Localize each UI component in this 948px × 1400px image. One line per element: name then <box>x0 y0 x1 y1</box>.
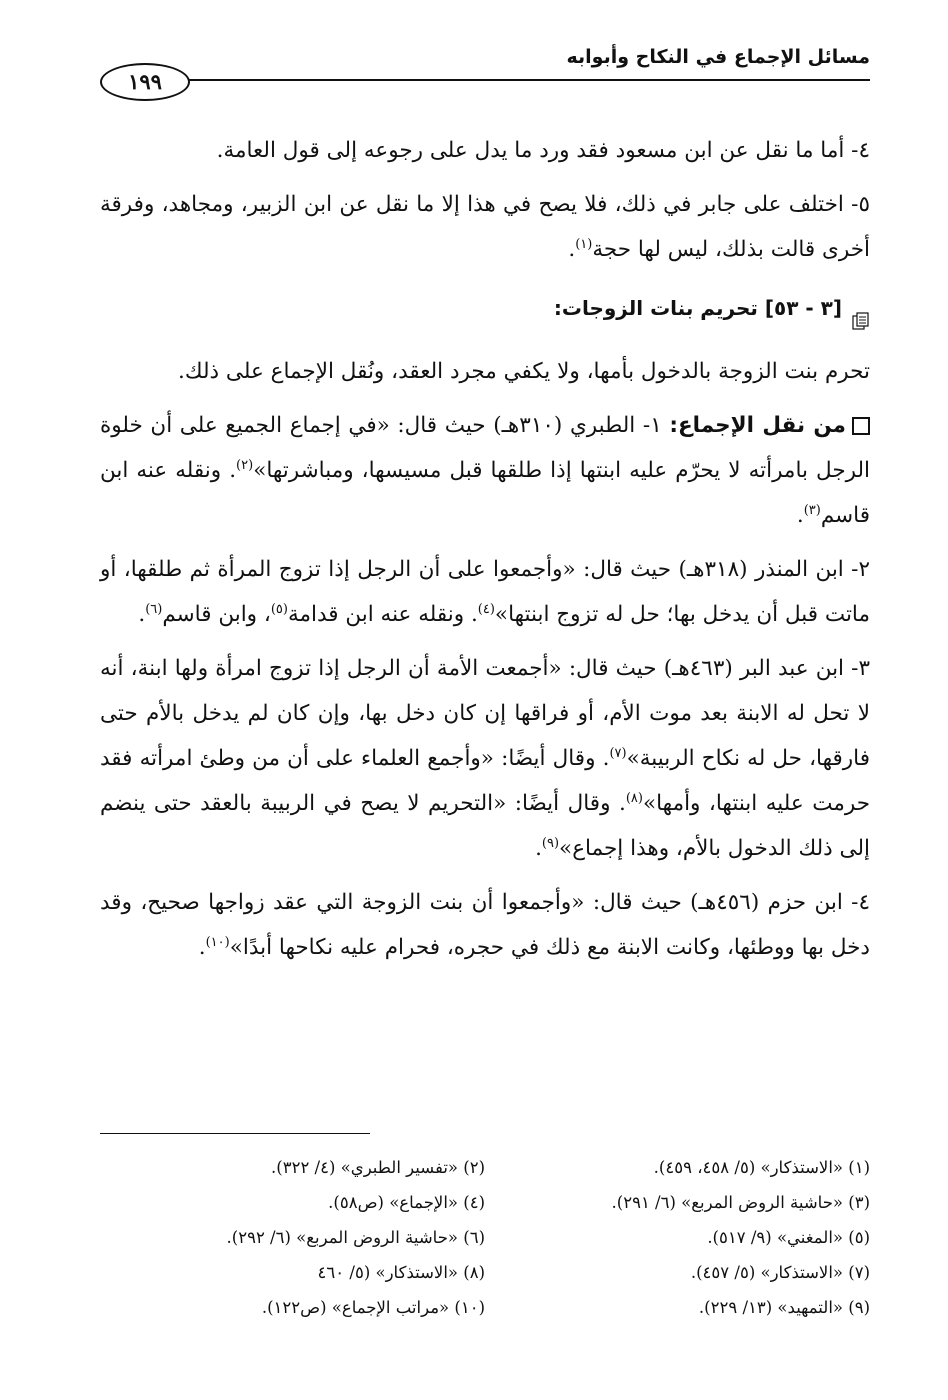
source-4: ٤- ابن حزم (٤٥٦هـ) حيث قال: «وأجمعوا أن بنت الزوجة التي عقد زواجها صحيح، وقد دخل بها ووطئها، وكانت الابنة مع ذلك في حجره، فحرام عليه نكاحها أبدًا»$^{(١٠)}$. <box>100 890 870 960</box>
footnote-separator <box>100 1133 370 1134</box>
footnote-row <box>100 1255 870 1290</box>
source-3: ٣- ابن عبد البر (٤٦٣هـ) حيث قال: «أجمعت الأمة أن الرجل إذا تزوج امرأة ولها ابنة، أنه لا تحل له الابنة بعد موت الأم، أو فراقها إن كان دخل بها، وإن كان لم يدخل بالأم حتى فارقها، حل له نكاح الربيبة»$^{(٧)}$. وقال أيضًا: «وأجمع العلماء على أن من وطئ امرأته فقد حرمت عليه ابنتها، وأمها»$^{(٨)}$. وقال أيضًا: «التحريم لا يصح في الربيبة بالعقد حتى ينضم إلى ذلك الدخول بالأم، وهذا إجماع»$^{(٩)}$. <box>100 656 871 861</box>
header-title: مسائل الإجماع في النكاح وأبوابه <box>566 46 870 68</box>
section-heading: [٣ - ٥٣] تحريم بنات الزوجات: <box>100 286 870 331</box>
source-2: ٢- ابن المنذر (٣١٨هـ) حيث قال: «وأجمعوا على أن الرجل إذا تزوج المرأة ثم طلقها، أو ماتت قبل أن يدخل بها؛ حل له تزوج ابنتها»$^{(٤)}$. ونقله عنه ابن قدامة$^{(٥)}$، وابن قاسم$^{(٦)}$. <box>100 557 870 627</box>
header-rule <box>162 79 870 81</box>
footnote-ref[interactable]: (١٠) <box>205 934 230 950</box>
lead-label: من نقل الإجماع: <box>669 413 846 438</box>
footnote: (٦) «حاشية الروض المربع» (٦/ ٢٩٢). <box>226 1228 485 1247</box>
footnote-ref[interactable]: (٤) <box>477 601 495 617</box>
footnote-row <box>100 1150 870 1185</box>
footnote: (٢) «تفسير الطبري» (٤/ ٣٢٢). <box>271 1158 485 1177</box>
footnote: (٥) «المغني» (٩/ ٥١٧). <box>707 1228 870 1247</box>
footnote: (٩) «التمهيد» (١٣/ ٢٢٩). <box>698 1298 870 1317</box>
footnote-ref[interactable]: (١) <box>575 236 593 252</box>
footnote-row <box>100 1185 870 1220</box>
footnote-ref[interactable]: (٦) <box>145 601 163 617</box>
footnote-ref[interactable]: (٧) <box>609 745 627 761</box>
document-icon <box>852 301 870 319</box>
footnote-ref[interactable]: (٢) <box>236 457 254 473</box>
footnote-row <box>100 1220 870 1255</box>
footnote: (١٠) «مراتب الإجماع» (ص١٢٢). <box>261 1298 485 1317</box>
running-header <box>100 46 870 100</box>
page-number: ١٩٩ <box>100 63 190 101</box>
footnotes <box>100 1150 870 1325</box>
footnote: (٤) «الإجماع» (ص٥٨). <box>328 1193 485 1212</box>
section-intro: تحرم بنت الزوجة بالدخول بأمها، ولا يكفي مجرد العقد، ونُقل الإجماع على ذلك. <box>178 359 870 384</box>
footnote-ref[interactable]: (٨) <box>625 790 643 806</box>
footnote-ref[interactable]: (٥) <box>270 601 288 617</box>
footnote: (٨) «الاستذكار» (٥/ ٤٦٠ <box>317 1263 485 1282</box>
footnote-ref[interactable]: (٩) <box>541 835 560 851</box>
footnote: (٧) «الاستذكار» (٥/ ٤٥٧). <box>690 1263 870 1282</box>
footnote: (١) «الاستذكار» (٥/ ٤٥٨، ٤٥٩). <box>653 1158 870 1177</box>
square-bullet-icon <box>852 417 870 435</box>
paragraph-4: ٤- أما ما نقل عن ابن مسعود فقد ورد ما يدل على رجوعه إلى قول العامة. <box>216 138 870 163</box>
source-1: من نقل الإجماع: ١- الطبري (٣١٠هـ) حيث قال: «في إجماع الجميع على أن خلوة الرجل بامرأته لا يحرّم عليه ابنتها إذا طلقها قبل مسيسها، ومباشرتها»$^{(٢)}$. ونقله عنه ابن قاسم$^{(٣)}$. <box>100 413 870 528</box>
footnote-ref[interactable]: (٣) <box>803 502 821 518</box>
paragraph-5: ٥- اختلف على جابر في ذلك، فلا يصح في هذا إلا ما نقل عن ابن الزبير، ومجاهد، وفرقة أخرى قالت بذلك، ليس لها حجة$^{(١)}$. <box>100 192 870 262</box>
footnote-row <box>100 1290 870 1325</box>
main-text <box>100 128 870 979</box>
footnote: (٣) «حاشية الروض المربع» (٦/ ٢٩١). <box>611 1193 870 1212</box>
